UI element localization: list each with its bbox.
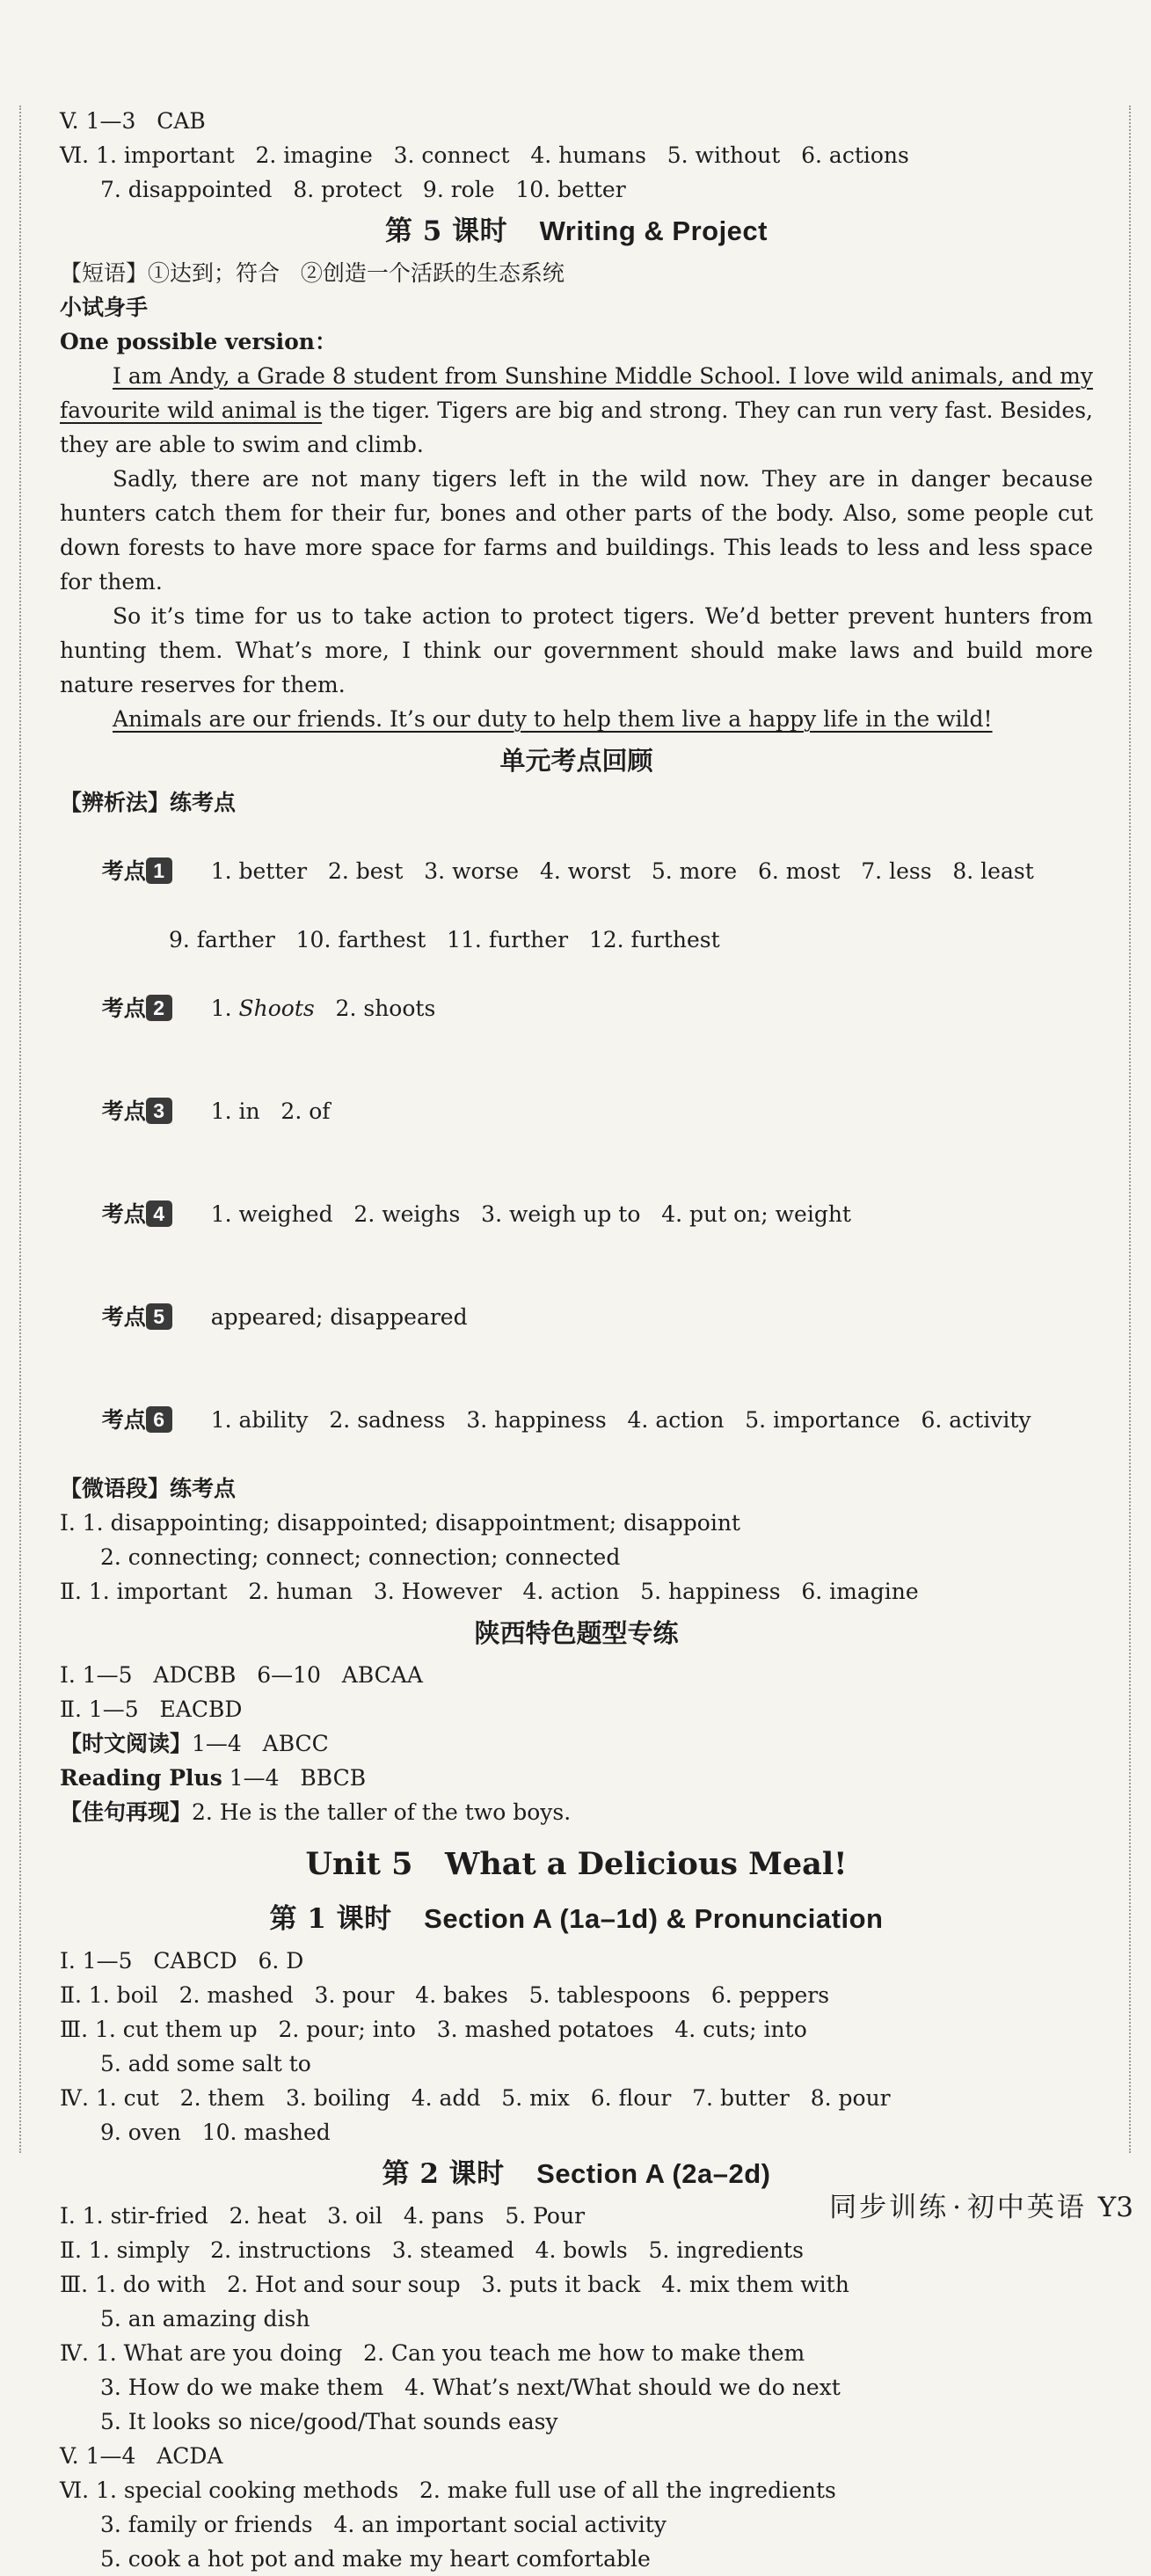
lesson-1-heading-en: Section A (1a–1d) & Pronunciation [424,1903,884,1934]
u5l2-iii-cont: 5. an amazing dish [100,2306,310,2332]
exam-point-answers-post: 2. shoots [314,996,436,1021]
exam-point-answers: appeared; disappeared [210,1304,468,1330]
unit5-lesson-1-heading [60,1894,1093,1944]
reading-answers: 1—4 ABCC [192,1731,329,1756]
exam-point-5 [60,1266,1093,1368]
u5l1-iii-cont: 5. add some salt to [100,2051,311,2076]
essay-paragraph-4 [60,702,1093,736]
exam-point-label: 考点 [101,1098,146,1124]
shaanxi-heading: 陕西特色题型专练 [474,1618,679,1648]
u5l2-iii: Ⅲ. 1. do with 2. Hot and sour soup 3. puts it back 4. mix them with [60,2272,849,2297]
exam-point-label: 考点 [101,1304,146,1330]
try-label: 小试身手 [60,295,149,320]
u5l1-iii: Ⅲ. 1. cut them up 2. pour; into 3. mashed potatoes 4. cuts; into [60,2017,807,2042]
exam-point-label: 考点 [101,996,146,1021]
micro-ii: Ⅱ. 1. important 2. human 3. However 4. action 5. happiness 6. imagine [60,1579,919,1604]
phrases-line: 【短语】①达到；符合 ②创造一个活跃的生态系统 [60,260,565,286]
u5l2-v: V. 1—4 ACDA [60,2443,223,2469]
exam-point-number: 4 [146,1200,172,1227]
right-margin-dotted-rule [1129,106,1131,2153]
sentence-answer: 2. He is the taller of the two boys. [192,1799,572,1825]
exam-point-3 [60,1060,1093,1163]
u5l2-ii: Ⅱ. 1. simply 2. instructions 3. steamed 4. bowls 5. ingredients [60,2237,804,2263]
reading-line [60,1726,1093,1761]
answer-line-vi-cont: 7. disappointed 8. protect 9. role 10. better [100,177,626,202]
exam-point-answers-pre: 1. [210,996,239,1021]
answer-line-vi: Ⅵ. 1. important 2. imagine 3. connect 4. humans 5. without 6. actions [60,142,909,168]
essay-p1-rest: the tiger. Tigers are big and strong. They can run very fast. Besides, they are able to swim and climb. [60,398,1093,457]
exam-point-badge [102,1197,211,1231]
u5l2-iv-cont-2: 5. It looks so nice/good/That sounds easy [100,2409,558,2434]
exam-point-badge [102,1403,211,1437]
exam-point-6 [60,1368,1093,1471]
lesson-5-heading [60,207,1093,256]
exam-point-2 [60,957,1093,1060]
exam-point-badge [102,991,211,1025]
exam-point-4 [60,1163,1093,1266]
exam-point-number: 3 [146,1098,172,1124]
u5l1-iv: Ⅳ. 1. cut 2. them 3. boiling 4. add 5. mix 6. flour 7. butter 8. pour [60,2085,891,2111]
exam-point-label: 考点 [101,1407,146,1433]
page-number: Y3 [1097,2192,1133,2223]
exam-point-answers-italic: Shoots [238,996,315,1021]
lesson-2-heading-en: Section A (2a–2d) [536,2158,771,2189]
exam-point-number: 5 [146,1303,172,1330]
essay-paragraph-3: So it’s time for us to take action to protect tigers. We’d better prevent hunters from hunting them. What’s more, I think our government should make laws and build more nature reserves for them. [60,603,1093,697]
essay-p1-underlined: I am Andy, a Grade 8 student from Sunshine Middle School. I love wild animals, and my favourite wild animal is [60,363,1093,423]
lesson-1-heading-cn: 第 1 课时 [269,1903,392,1935]
review-heading: 单元考点回顾 [499,746,653,776]
unit-5-heading: Unit 5 What a Delicious Meal! [305,1846,848,1882]
reading-label: 【时文阅读】 [60,1731,193,1756]
lesson-5-heading-cn: 第 5 课时 [384,215,508,247]
answer-line-v: V. 1—3 CAB [60,108,206,134]
shaanxi-i: Ⅰ. 1—5 ADCBB 6—10 ABCAA [60,1662,423,1688]
exam-point-number: 1 [146,857,172,884]
reading-plus-label: Reading Plus [60,1765,222,1791]
footer-dot: · [952,2192,964,2223]
exam-point-badge [102,1094,211,1128]
u5l1-ii: Ⅱ. 1. boil 2. mashed 3. pour 4. bakes 5. tablespoons 6. peppers [60,1982,830,2008]
left-margin-dotted-rule [19,106,21,2153]
micro-label: 【微语段】练考点 [60,1476,237,1501]
sentence-label: 【佳句再现】 [60,1799,193,1825]
exam-point-number: 2 [146,995,172,1021]
exam-point-answers: 1. better 2. best 3. worse 4. worst 5. more 6. most 7. less 8. least [210,858,1034,884]
exam-point-number: 6 [146,1406,172,1433]
exam-point-answers: 1. in 2. of [210,1098,331,1124]
sentence-line [60,1795,1093,1829]
essay-paragraph-2: Sadly, there are not many tigers left in the wild now. They are in danger because hunters catch them for their fur, bones and other parts of the body. Also, some people cut down forests to have more space for farms and buildings. This leads to less and less space for them. [60,466,1093,595]
reading-plus-answers: 1—4 BBCB [222,1765,367,1791]
u5l2-vi-cont-1: 3. family or friends 4. an important social activity [100,2512,667,2537]
exam-point-badge [102,854,211,888]
shaanxi-ii: Ⅱ. 1—5 EACBD [60,1697,243,1722]
micro-i: Ⅰ. 1. disappointing; disappointed; disappointment; disappoint [60,1510,740,1536]
essay-p4-underlined: Animals are our friends. It’s our duty to help them live a happy life in the wild! [113,706,993,732]
micro-i-cont: 2. connecting; connect; connection; connected [100,1544,621,1570]
u5l2-iv: Ⅳ. 1. What are you doing 2. Can you teach me how to make them [60,2340,805,2366]
u5l2-vi: Ⅵ. 1. special cooking methods 2. make full use of all the ingredients [60,2477,836,2503]
u5l2-vi-cont-2: 5. cook a hot pot and make my heart comfortable [100,2546,651,2572]
lesson-2-heading-cn: 第 2 课时 [382,2158,505,2190]
exam-point-label: 考点 [101,1201,146,1227]
practice-label: 【辨析法】练考点 [60,790,237,815]
u5l1-iv-cont: 9. oven 10. mashed [100,2120,331,2145]
page-footer [829,2185,1133,2224]
exam-point-1 [60,820,1093,923]
exam-point-1-cont: 9. farther 10. farthest 11. further 12. furthest [169,927,720,952]
version-label: One possible version： [60,329,337,354]
lesson-5-heading-en: Writing & Project [539,215,768,246]
reading-plus-line [60,1761,1093,1795]
exam-point-answers: 1. ability 2. sadness 3. happiness 4. action 5. importance 6. activity [210,1407,1031,1433]
exam-point-badge [102,1300,211,1334]
footer-subject: 初中英语 [966,2192,1087,2223]
u5l1-i: Ⅰ. 1—5 CABCD 6. D [60,1948,304,1974]
exam-point-label: 考点 [101,858,146,884]
exam-point-answers: 1. weighed 2. weighs 3. weigh up to 4. put on; weight [210,1201,851,1227]
u5l2-iv-cont-1: 3. How do we make them 4. What’s next/What should we do next [100,2375,841,2400]
essay-paragraph-1 [60,359,1093,462]
u5l2-i: Ⅰ. 1. stir-fried 2. heat 3. oil 4. pans 5. Pour [60,2203,586,2229]
footer-series: 同步训练 [829,2192,950,2223]
